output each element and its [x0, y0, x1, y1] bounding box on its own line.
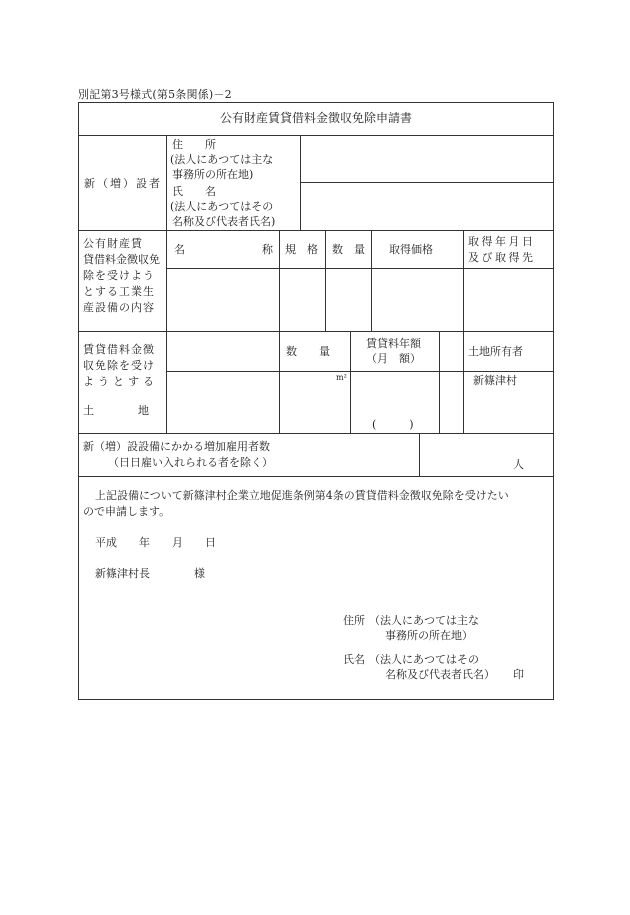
land-monthly-rent-paren: ( ): [372, 418, 414, 431]
land-owner-header: 土地所有者: [468, 345, 523, 358]
form-title: 公有財産賃貸借料金徴収免除申請書: [219, 111, 412, 125]
name-label: 氏 名: [172, 185, 216, 198]
col-date-header-2: 及び取得先: [468, 251, 536, 264]
form-number: 別記第3号様式(第5条関係)－2: [78, 88, 232, 101]
name-value[interactable]: [300, 182, 554, 230]
applicant-label: 新（増）設者: [84, 177, 162, 190]
employment-unit: 人: [513, 458, 524, 471]
employment-label-1: 新（増）設設備にかかる増加雇用者数: [83, 440, 270, 453]
land-qty-header: 数 量: [286, 345, 330, 358]
rule-equipment-header: [166, 268, 554, 269]
rule-employment-value: [419, 433, 420, 476]
address-note-1: (法人にあつては主な: [170, 153, 274, 166]
rule-col-a: [279, 230, 280, 433]
rule-col-land-rent: [350, 331, 351, 433]
address-label: 住 所: [172, 138, 216, 151]
date-line: 平成 年 月 日: [95, 536, 216, 549]
rule-col-d: [463, 230, 464, 433]
land-rent-header-2: （月 額）: [366, 352, 421, 365]
statement-body-1: 上記設備について新篠津村企業立地促進条例第4条の賃貸借料金徴収免除を受けたい: [95, 489, 509, 502]
land-label-line-4: 土 地: [83, 404, 149, 417]
seal-mark: 印: [513, 668, 524, 681]
col-name-header-2: 称: [262, 243, 273, 256]
address-value[interactable]: [300, 135, 554, 182]
statement-body-2: ので申請します。: [83, 505, 171, 518]
rule-col-b: [325, 230, 326, 331]
employment-label-2: （日日雇い入れられる者を除く）: [108, 456, 273, 469]
signature-address-note-2: 事務所の所在地）: [385, 629, 473, 642]
equipment-label-line-2: 貸借料金徴収免: [83, 253, 160, 266]
signature-name-label: 氏名: [343, 653, 365, 666]
rule-col-land-owner: [439, 331, 440, 433]
col-qty-header: 数 量: [332, 243, 365, 256]
equipment-label-line-3: 除を受けよう: [83, 269, 155, 282]
address-note-2: 事務所の所在地): [172, 168, 254, 181]
name-note-1: (法人にあつてはその: [170, 200, 274, 213]
equipment-label-line-4: とする工業生: [83, 285, 155, 298]
equipment-label-line-5: 産設備の内容: [83, 301, 155, 314]
addressee: 新篠津村長 様: [95, 567, 205, 580]
rule-applicant-bottom: [78, 230, 554, 231]
land-label-line-1: 賃貸借料金徴: [83, 343, 155, 356]
name-note-2: 名称及び代表者氏名): [172, 215, 276, 228]
signature-address-note-1: （法人にあつては主な: [369, 614, 479, 627]
col-price-header: 取得価格: [389, 243, 433, 256]
rule-label-column: [166, 135, 167, 433]
signature-address-label: 住所: [343, 614, 365, 627]
signature-name-note-2: 名称及び代表者氏名）: [385, 668, 495, 681]
equipment-label-line-1: 公有財産賃: [83, 237, 143, 250]
col-date-header-1: 取得年月日: [468, 235, 536, 248]
rule-land-header: [166, 371, 554, 372]
rule-col-c: [371, 230, 372, 331]
signature-name-note-1: （法人にあつてはその: [369, 653, 479, 666]
land-label-line-3: ようとする: [83, 375, 158, 388]
rule-land-bottom: [78, 433, 554, 434]
rule-equipment-bottom: [78, 331, 554, 332]
col-name-header-1: 名: [174, 243, 185, 256]
land-label-line-2: 収免除を受け: [83, 359, 155, 372]
land-owner-value: 新篠津村: [473, 374, 517, 387]
land-area-unit: m²: [336, 373, 347, 382]
land-rent-header-1: 賃貸料年額: [366, 337, 421, 350]
rule-employment-bottom: [78, 476, 554, 477]
col-spec-header: 規 格: [285, 243, 318, 256]
